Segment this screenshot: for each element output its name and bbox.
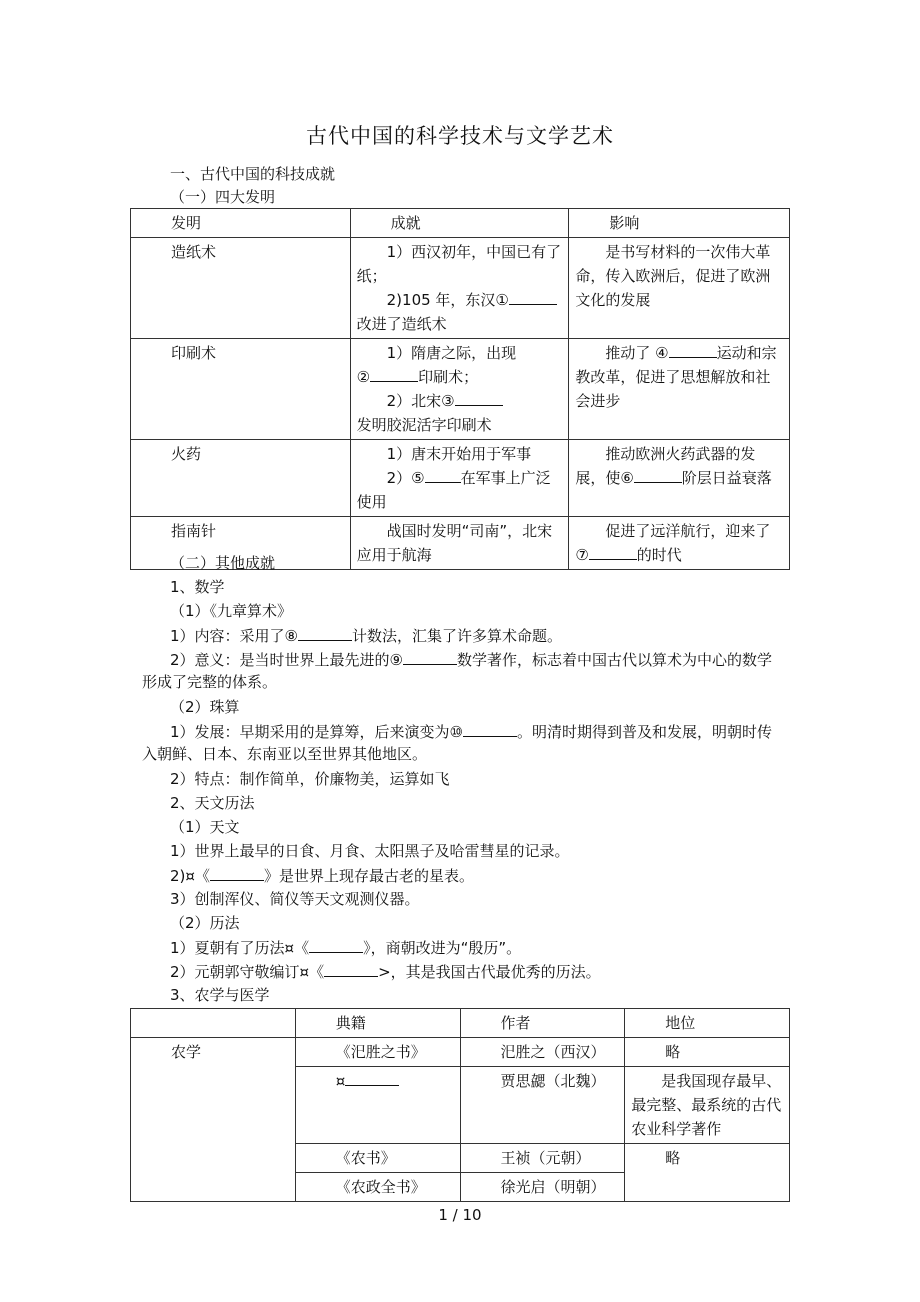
blank-line <box>210 864 264 881</box>
heading-astronomy: 2、天文历法 <box>170 794 255 812</box>
blank-line <box>403 648 457 665</box>
achievement-line: 战国时发明“司南”，北宋应用于航海 <box>356 522 553 564</box>
astro-line: 1）世界上最早的日食、月食、太阳黑子及哈雷彗星的记录。 <box>170 842 570 860</box>
astro-text: 》是世界上现存最古老的星表。 <box>263 867 474 885</box>
blank-line <box>463 720 517 737</box>
impact-cell <box>569 238 790 339</box>
math-text: 计数法，汇集了许多算术命题。 <box>352 627 563 645</box>
heading-calendar: （2）历法 <box>170 914 240 932</box>
math-text: 。明清时期得到普及和发展，明朝时传入朝鲜、日本、东南亚以至世界其他地区。 <box>142 723 773 763</box>
impact-text <box>575 519 783 567</box>
astro-text: 》，商朝改进为“殷历”。 <box>363 939 522 957</box>
achievement-line: 1）西汉初年，中国已有了纸； <box>356 243 562 285</box>
impact-pre: 推动欧洲火药武器的发展，使⑥ <box>575 445 756 487</box>
agriculture-table <box>130 1008 790 1202</box>
header-cell: 作者 <box>460 1009 625 1038</box>
blank-line <box>324 960 378 977</box>
heading-tianwen: （1）天文 <box>170 818 240 836</box>
achievement-cell <box>350 440 569 517</box>
table-row <box>131 238 790 339</box>
author-cell: 贾思勰（北魏） <box>460 1067 625 1144</box>
blank-line <box>370 365 418 382</box>
math-line <box>170 624 562 647</box>
achievement-line: 改进了造纸术 <box>356 315 447 333</box>
math-text: 2）意义：是当时世界上最先进的⑨ <box>170 651 403 669</box>
achievement-text: 2）⑤ <box>386 469 425 487</box>
impact-text <box>575 442 783 490</box>
impact-pre: 促进了远洋航行，迎来了 <box>605 522 771 540</box>
astro-line <box>170 936 521 959</box>
status-cell: 略 <box>625 1144 790 1202</box>
book-cell: 《农政全书》 <box>295 1173 460 1202</box>
astro-line <box>170 960 601 983</box>
blank-line <box>509 288 557 305</box>
impact-text <box>575 341 783 413</box>
impact-cell <box>569 440 790 517</box>
section-heading-1: 一、古代中国的科技成就 <box>170 165 336 183</box>
status-cell: 略 <box>625 1038 790 1067</box>
heading-abacus: （2）珠算 <box>170 698 240 716</box>
math-line: 2）特点：制作简单，价廉物美，运算如飞 <box>170 770 450 788</box>
impact-cell <box>569 339 790 440</box>
author-cell: 汜胜之（西汉） <box>460 1038 625 1067</box>
heading-jiuzhang: （1）《九章算术》 <box>170 602 293 620</box>
header-cell: 发明 <box>131 209 351 238</box>
invention-name: 印刷术 <box>131 339 351 440</box>
header-cell: 影响 <box>569 209 790 238</box>
achievement-line <box>357 389 563 413</box>
header-cell <box>131 1009 296 1038</box>
impact-post: 运动和宗教改革，促进了思想解放和社会进步 <box>575 344 777 410</box>
achievement-line: 发明胶泥活字印刷术 <box>356 416 492 434</box>
achievement-text: 2）北宋③ <box>386 392 455 410</box>
astro-text: >，其是我国古代最优秀的历法。 <box>378 963 601 981</box>
achievement-cell <box>350 238 569 339</box>
subsection-heading-inventions: （一）四大发明 <box>170 188 276 206</box>
header-cell: 成就 <box>350 209 569 238</box>
blank-marker: ② <box>356 368 371 386</box>
header-cell: 典籍 <box>295 1009 460 1038</box>
author-cell: 徐光启（明朝） <box>460 1173 625 1202</box>
blank-line <box>298 624 352 641</box>
page-number: 1 / 10 <box>438 1206 482 1224</box>
astro-line <box>170 864 474 887</box>
table-header-row <box>131 1009 790 1038</box>
inventions-table <box>130 208 790 570</box>
invention-name: 指南针 <box>131 517 351 570</box>
achievement-cell <box>350 339 569 440</box>
achievement-cell <box>350 517 569 570</box>
header-cell: 地位 <box>625 1009 790 1038</box>
achievement-text: 在军事上广泛使用 <box>356 469 551 511</box>
math-text: 1）发展：早期采用的是算筹，后来演变为⑩ <box>170 723 463 741</box>
astro-text: 1）夏朝有了历法¤《 <box>170 939 310 957</box>
impact-post: 的时代 <box>636 546 682 564</box>
book-cell: 《农书》 <box>295 1144 460 1173</box>
heading-agriculture: 3、农学与医学 <box>170 986 270 1004</box>
impact-text: 是书写材料的一次伟大革命，传入欧洲后，促进了欧洲文化的发展 <box>575 243 771 309</box>
table-row <box>131 339 790 440</box>
status-cell: 是我国现存最早、最完整、最系统的古代农业科学著作 <box>625 1067 790 1144</box>
math-text: 1）内容：采用了⑧ <box>170 627 298 645</box>
math-text: 数学著作，标志着中国古代以算术为中心的数学形成了完整的体系。 <box>142 651 773 691</box>
blank-line <box>669 341 717 358</box>
heading-math: 1、数学 <box>170 578 225 596</box>
blank-line <box>589 543 637 560</box>
math-line <box>142 720 782 765</box>
invention-name: 火药 <box>131 440 351 517</box>
impact-cell <box>569 517 790 570</box>
achievement-line <box>357 466 563 514</box>
table-header-row <box>131 209 790 238</box>
achievement-line: 1）唐末开始用于军事 <box>386 445 532 463</box>
achievement-line <box>357 288 563 312</box>
achievement-text: 2)105 年，东汉① <box>386 291 509 309</box>
author-cell: 王祯（元朝） <box>460 1144 625 1173</box>
astro-line: 3）创制浑仪、简仪等天文观测仪器。 <box>170 890 420 908</box>
achievement-text: 印刷术； <box>418 368 479 386</box>
achievement-line: 1）隋唐之际，出现 <box>386 344 517 362</box>
table-row <box>131 1038 790 1067</box>
subsection-heading-other: （二）其他成就 <box>170 554 276 572</box>
blank-line <box>425 466 461 483</box>
book-cell <box>295 1067 460 1144</box>
impact-pre: 推动了 ④ <box>605 344 669 362</box>
astro-text: 2）元朝郭守敬编订¤《 <box>170 963 325 981</box>
math-line <box>142 648 782 693</box>
blank-line <box>345 1069 399 1086</box>
impact-post: 阶层日益衰落 <box>681 469 772 487</box>
blank-line <box>455 389 503 406</box>
row-label: 农学 <box>131 1038 296 1202</box>
invention-name: 造纸术 <box>131 238 351 339</box>
table-row <box>131 440 790 517</box>
blank-line <box>309 936 363 953</box>
blank-marker: ⑦ <box>575 546 589 564</box>
blank-line <box>634 466 682 483</box>
page-title: 古代中国的科学技术与文学艺术 <box>306 124 614 148</box>
book-cell: 《汜胜之书》 <box>295 1038 460 1067</box>
achievement-line <box>357 365 563 389</box>
astro-text: 2)¤《 <box>170 867 210 885</box>
book-text: ¤ <box>335 1072 346 1090</box>
